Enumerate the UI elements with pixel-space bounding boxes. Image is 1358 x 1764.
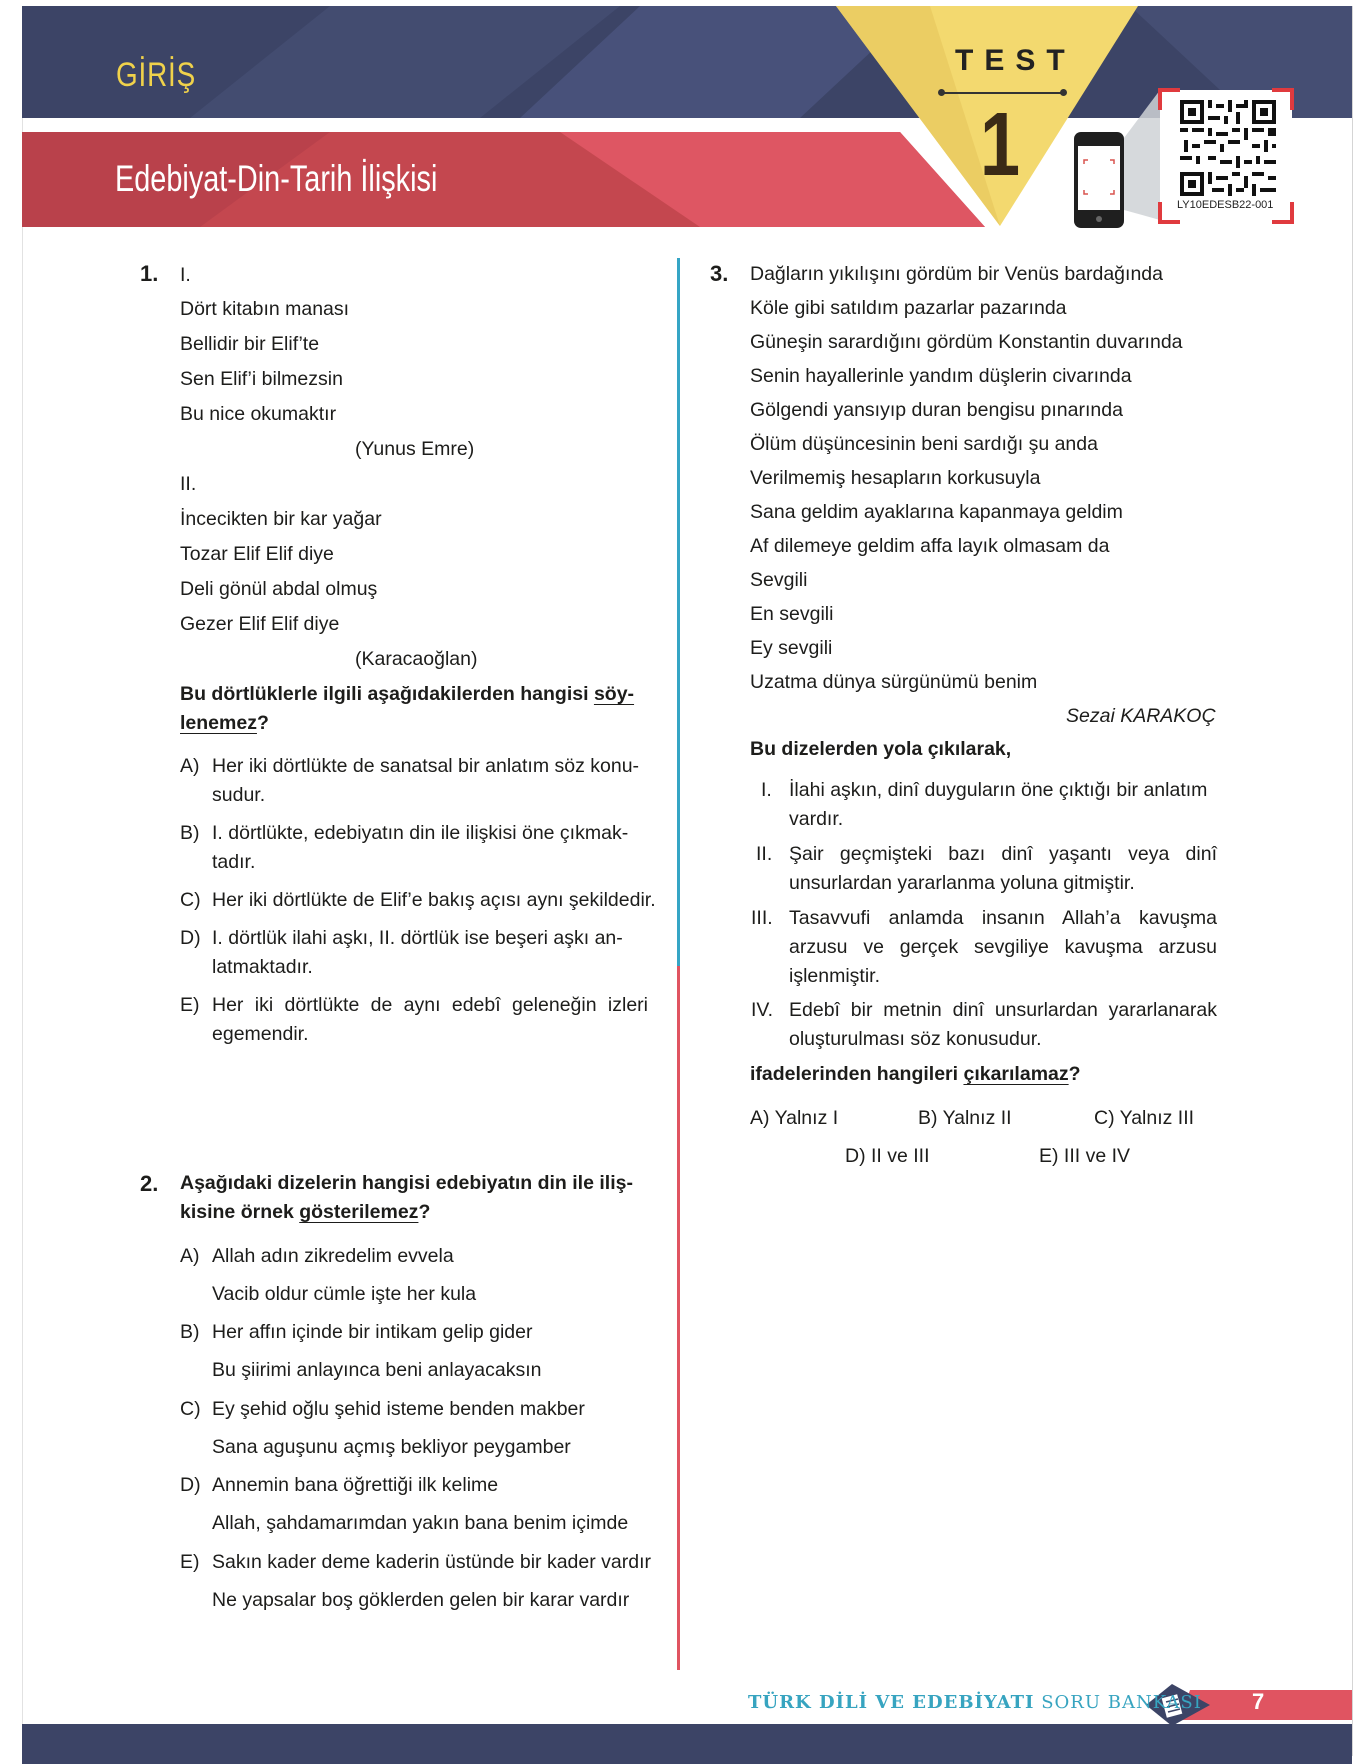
- option-letter: C): [180, 1398, 201, 1420]
- phone-icon: [1074, 132, 1124, 228]
- footer-band: [22, 1724, 1352, 1764]
- poem-line: Tozar Elif Elif diye: [180, 543, 334, 565]
- test-divider-dot: [938, 89, 945, 96]
- poem-line: Af dilemeye geldim affa layık olmasam da: [750, 535, 1110, 557]
- question-stem: Aşağıdaki dizelerin hangisi edebiyatın din ile iliş-: [180, 1172, 633, 1194]
- footer-brand: TÜRK DİLİ VE EDEBİYATI SORU BANKASI: [748, 1692, 1202, 1713]
- answer-option: B) Yalnız II: [918, 1107, 1012, 1129]
- option-text: Vacib oldur cümle işte her kula: [212, 1283, 477, 1305]
- option-text: Allah, şahdamarımdan yakın bana benim içimde: [212, 1512, 629, 1534]
- test-label: TEST: [955, 44, 1076, 77]
- poem-line: Deli gönül abdal olmuş: [180, 578, 378, 600]
- statement-text: vardır.: [789, 808, 844, 830]
- option-letter: E): [180, 1551, 200, 1573]
- statement-text: işlenmiştir.: [789, 965, 881, 987]
- question-stem: kisine örnek gösterilemez?: [180, 1201, 431, 1223]
- poem-line: Köle gibi satıldım pazarlar pazarında: [750, 297, 1067, 319]
- poem-line: Bellidir bir Elif’te: [180, 333, 320, 355]
- question-number: 2.: [140, 1171, 159, 1196]
- option-text: Her affın içinde bir intikam gelip gider: [212, 1321, 533, 1343]
- poem-line: Senin hayallerinle yandım düşlerin civarında: [750, 365, 1132, 387]
- poem-line: Sevgili: [750, 569, 808, 591]
- column-divider-top: [677, 258, 680, 966]
- statement-text: İlahi aşkın, dinî duyguların öne çıktığı bir anlatım: [789, 779, 1208, 801]
- option-text: Bu şiirimi anlayınca beni anlayacaksın: [212, 1359, 542, 1381]
- option-text: Her iki dörtlükte de aynı edebî geleneğin izleri: [212, 994, 648, 1016]
- poem-author: (Yunus Emre): [355, 438, 475, 460]
- poem-author: Sezai KARAKOÇ: [1066, 705, 1216, 727]
- question-lead: Bu dizelerden yola çıkılarak,: [750, 738, 1012, 760]
- option-text: latmaktadır.: [212, 956, 313, 978]
- poem-line: Ölüm düşüncesinin beni sardığı şu anda: [750, 433, 1098, 455]
- option-text: Her iki dörtlükte de Elif’e bakış açısı aynı şekildedir.: [212, 889, 656, 911]
- option-letter: B): [180, 1321, 200, 1343]
- test-number: 1: [979, 95, 1021, 195]
- option-text: I. dörtlük ilahi aşkı, II. dörtlük ise beşeri aşkı an-: [212, 927, 623, 949]
- header-banner: [0, 0, 1358, 240]
- statement-text: Tasavvufi anlamda insanın Allah’a kavuşma: [789, 907, 1217, 929]
- statement-roman: III.: [751, 907, 773, 929]
- option-text: Ey şehid oğlu şehid isteme benden makber: [212, 1398, 585, 1420]
- option-letter: D): [180, 1474, 201, 1496]
- question-stem: ifadelerinden hangileri çıkarılamaz?: [750, 1063, 1081, 1085]
- option-letter: A): [180, 1245, 200, 1267]
- poem-line: Bu nice okumaktır: [180, 403, 337, 425]
- statement-roman: IV.: [751, 999, 774, 1021]
- column-divider-bottom: [677, 966, 680, 1670]
- option-text: Her iki dörtlükte de sanatsal bir anlatım söz konu-: [212, 755, 640, 777]
- option-text: Sakın kader deme kaderin üstünde bir kader vardır: [212, 1551, 651, 1573]
- poem-line: Gezer Elif Elif diye: [180, 613, 340, 635]
- option-text: egemendir.: [212, 1023, 309, 1045]
- question-stem: Bu dörtlüklerle ilgili aşağıdakilerden hangisi söy-: [180, 683, 635, 705]
- poem-line: Ey sevgili: [750, 637, 833, 659]
- option-letter: C): [180, 889, 201, 911]
- statement-text: Şair geçmişteki bazı dinî yaşantı veya dinî: [789, 843, 1217, 865]
- answer-option: E) III ve IV: [1039, 1145, 1131, 1167]
- option-letter: A): [180, 755, 200, 777]
- answer-option: D) II ve III: [845, 1145, 930, 1167]
- statement-text: Edebî bir metnin dinî unsurlardan yararlanarak: [789, 999, 1217, 1021]
- page-number: 7: [1252, 1689, 1265, 1714]
- poem-line: Güneşin sarardığını gördüm Konstantin duvarında: [750, 331, 1183, 353]
- poem-line: Sana geldim ayaklarına kapanmaya geldim: [750, 501, 1123, 523]
- poem-line: Verilmemiş hesapların korkusuyla: [750, 467, 1041, 489]
- poem-line: Dağların yıkılışını gördüm bir Venüs bardağında: [750, 263, 1163, 285]
- page-right-border: [1352, 6, 1353, 1756]
- answer-option: A) Yalnız I: [750, 1107, 839, 1129]
- poem-line: Gölgendi yansıyıp duran bengisu pınarında: [750, 399, 1123, 421]
- statement-text: arzusu ve gerçek sevgiliye kavuşma arzusu: [789, 936, 1217, 958]
- poem-label: II.: [180, 473, 197, 495]
- option-letter: E): [180, 994, 200, 1016]
- topic-title: Edebiyat-Din-Tarih İlişkisi: [115, 158, 438, 199]
- statement-roman: I.: [761, 779, 772, 801]
- option-text: Allah adın zikredelim evvela: [212, 1245, 454, 1267]
- option-text: I. dörtlükte, edebiyatın din ile ilişkisi öne çıkmak-: [212, 822, 629, 844]
- poem-line: En sevgili: [750, 603, 834, 625]
- question-number: 3.: [710, 261, 729, 286]
- poem-line: Dört kitabın manası: [180, 298, 350, 320]
- poem-author: (Karacaoğlan): [355, 648, 478, 670]
- question-number: 1.: [140, 261, 159, 286]
- poem-line: İncecikten bir kar yağar: [180, 508, 382, 530]
- statement-text: unsurlardan yararlanma yoluna gitmiştir.: [789, 872, 1135, 894]
- option-letter: D): [180, 927, 201, 949]
- option-text: Annemin bana öğrettiği ilk kelime: [212, 1474, 499, 1496]
- qr-code-label: LY10EDESB22-001: [1177, 199, 1274, 211]
- page-left-border: [22, 6, 23, 1756]
- option-text: sudur.: [212, 784, 266, 806]
- poem-label: I.: [180, 264, 191, 286]
- test-divider: [940, 92, 1064, 94]
- question-stem: lenemez?: [180, 712, 269, 734]
- section-title: GİRİŞ: [116, 56, 197, 94]
- option-text: Sana aguşunu açmış bekliyor peygamber: [212, 1436, 571, 1458]
- option-text: Ne yapsalar boş göklerden gelen bir karar vardır: [212, 1589, 630, 1611]
- poem-line: Sen Elif’i bilmezsin: [180, 368, 343, 390]
- option-letter: B): [180, 822, 200, 844]
- option-text: tadır.: [212, 851, 256, 873]
- poem-line: Uzatma dünya sürgünümü benim: [750, 671, 1038, 693]
- statement-text: oluşturulması söz konusudur.: [789, 1028, 1042, 1050]
- test-divider-dot: [1060, 89, 1067, 96]
- answer-option: C) Yalnız III: [1094, 1107, 1195, 1129]
- statement-roman: II.: [756, 843, 773, 865]
